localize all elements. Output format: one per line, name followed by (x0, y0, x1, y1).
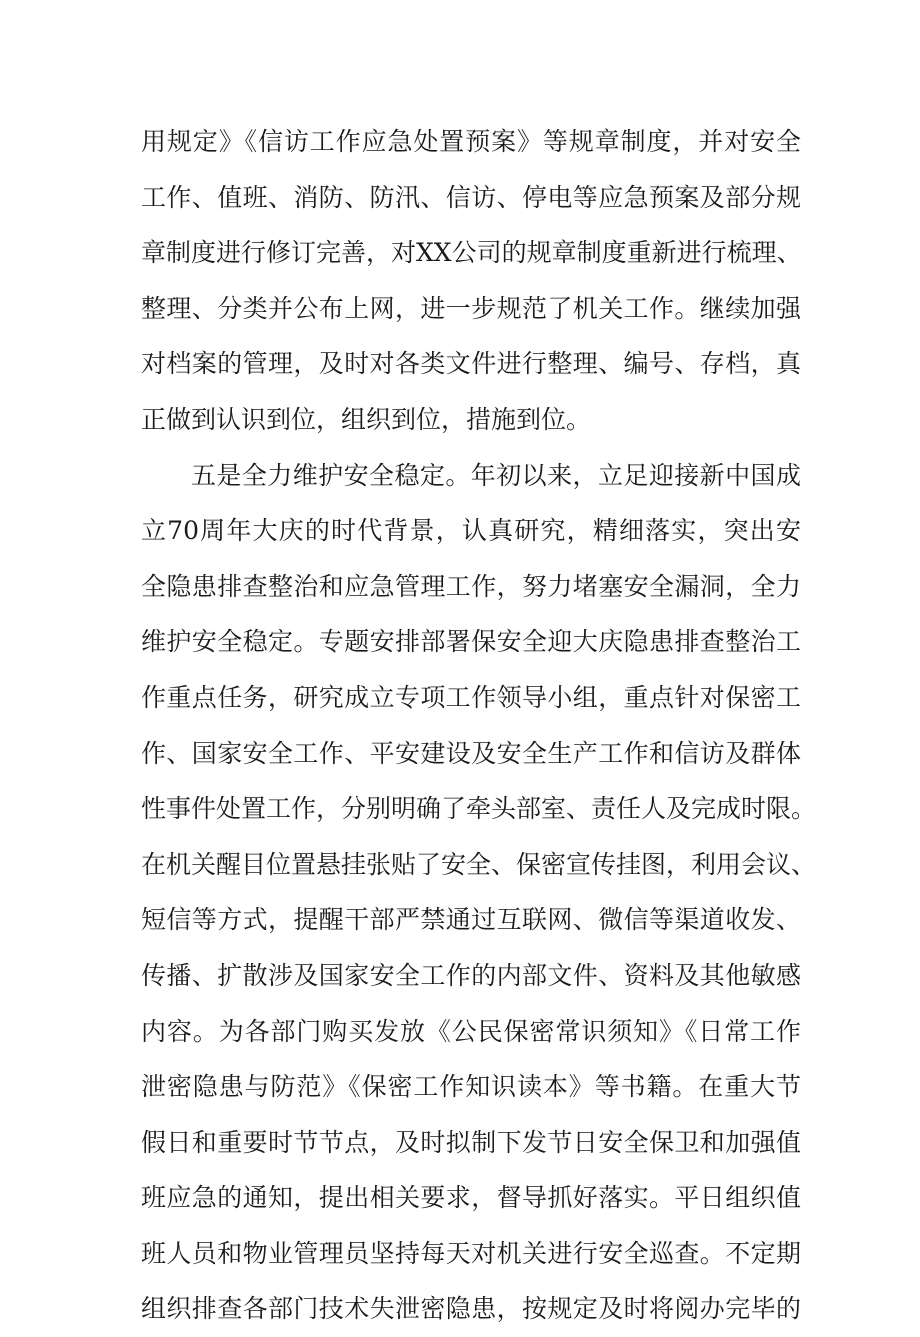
document-body (141, 114, 817, 1337)
text-line: 用规定》《信访工作应急处置预案》等规章制度，并对安全 (141, 127, 801, 156)
text-line: 内容。为各部门购买发放《公民保密常识须知》《日常工作 (141, 1016, 801, 1046)
text-line: 章制度进行修订完善，对XX公司的规章制度重新进行梳理、 (141, 238, 802, 268)
text-line: 正做到认识到位，组织到位，措施到位。 (141, 404, 592, 434)
text-line: 作、国家安全工作、平安建设及安全生产工作和信访及群体 (141, 738, 801, 768)
text-line: 短信等方式，提醒干部严禁通过互联网、微信等渠道收发、 (141, 905, 801, 935)
text-line: 整理、分类并公布上网，进一步规范了机关工作。继续加强 (141, 293, 801, 323)
text-line: 作重点任务，研究成立专项工作领导小组，重点针对保密工 (141, 682, 801, 712)
text-line: 对档案的管理，及时对各类文件进行整理、编号、存档，真 (141, 349, 801, 379)
text-line: 传播、扩散涉及国家安全工作的内部文件、资料及其他敏感 (141, 960, 801, 990)
text-line: 维护安全稳定。专题安排部署保安全迎大庆隐患排查整治工 (141, 627, 801, 657)
text-line: 班人员和物业管理员坚持每天对机关进行安全巡查。不定期 (141, 1238, 801, 1268)
text-line: 组织排查各部门技术失泄密隐患，按规定及时将阅办完毕的 (141, 1294, 801, 1324)
text-line: 在机关醒目位置悬挂张贴了安全、保密宣传挂图，利用会议、 (141, 849, 817, 879)
text-line: 班应急的通知，提出相关要求，督导抓好落实。平日组织值 (141, 1183, 801, 1213)
paragraph-start-line: 五是全力维护安全稳定。年初以来，立足迎接新中国成 (191, 460, 801, 490)
text-line: 泄密隐患与防范》《保密工作知识读本》等书籍。在重大节 (141, 1072, 801, 1102)
text-line: 全隐患排查整治和应急管理工作，努力堵塞安全漏洞，全力 (141, 571, 801, 601)
text-line: 工作、值班、消防、防汛、信访、停电等应急预案及部分规 (141, 182, 801, 212)
text-line: 立70周年大庆的时代背景，认真研究，精细落实，突出安 (141, 516, 801, 546)
text-line: 性事件处置工作，分别明确了牵头部室、责任人及完成时限。 (141, 794, 817, 824)
text-line: 假日和重要时节节点，及时拟制下发节日安全保卫和加强值 (141, 1127, 801, 1157)
